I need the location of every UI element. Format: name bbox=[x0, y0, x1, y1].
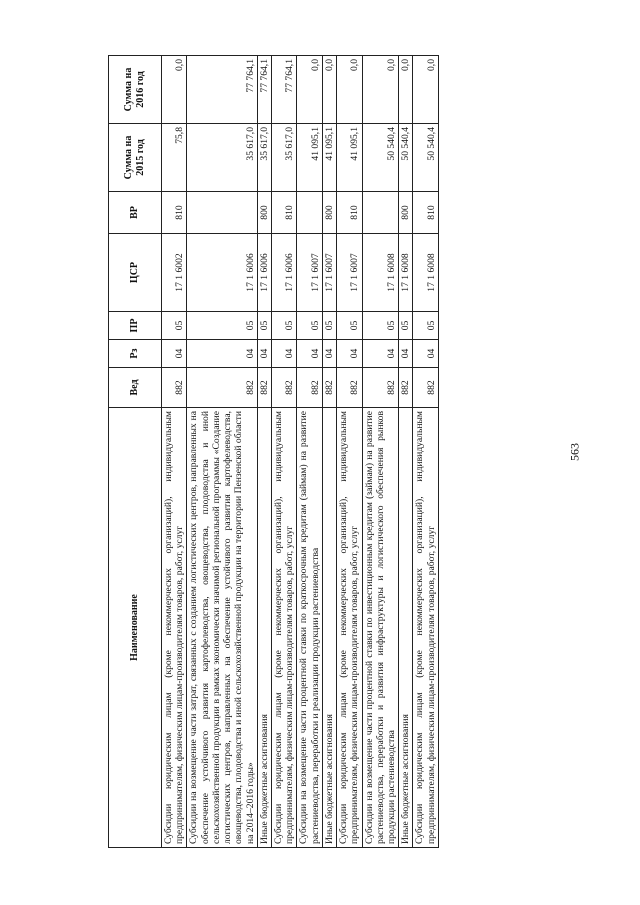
rotated-table-container bbox=[108, 56, 552, 848]
header-ved: Вед bbox=[109, 368, 162, 408]
header-sum-2016: Сумма на 2016 год bbox=[109, 56, 162, 124]
table-row bbox=[337, 56, 362, 848]
row-name: Субсидии юридическим лицам (кроме некоммерческих организаций), индивидуальным предпринимателям, физическим лицам-производителям товаров, работ, услуг bbox=[413, 408, 438, 848]
row-rz: 04 bbox=[257, 340, 271, 368]
row-rz: 04 bbox=[337, 340, 362, 368]
row-csr: 17 1 6007 bbox=[322, 234, 336, 312]
row-sum-2016: 0,0 bbox=[322, 56, 336, 124]
row-sum-2016: 0,0 bbox=[297, 56, 322, 124]
row-pr: 05 bbox=[187, 312, 257, 340]
row-pr: 05 bbox=[257, 312, 271, 340]
row-sum-2015: 35 617,0 bbox=[271, 124, 296, 192]
row-sum-2016: 0,0 bbox=[399, 56, 413, 124]
row-rz: 04 bbox=[271, 340, 296, 368]
row-vr bbox=[187, 192, 257, 234]
row-vr: 800 bbox=[399, 192, 413, 234]
header-sum-2015: Сумма на 2015 год bbox=[109, 124, 162, 192]
row-ved: 882 bbox=[271, 368, 296, 408]
row-vr: 810 bbox=[162, 192, 187, 234]
row-pr: 05 bbox=[162, 312, 187, 340]
row-name: Субсидии на возмещение части затрат, связанных с созданием логистических центров, направленных на обеспечение устойчивого развития картофелеводства, овощеводства, плодоводства и иной сельскохозяйственной продукции в рамках экономически значимой региональной программы «Создание логистических центров, направленных на обеспечение устойчивого развития картофелеводства, овощеводства, плодоводства и иной сельскохозяйственной продукции на территории Пензенской области на 2014–2016 годы» bbox=[187, 408, 257, 848]
row-rz: 04 bbox=[362, 340, 399, 368]
row-pr: 05 bbox=[322, 312, 336, 340]
row-ved: 882 bbox=[413, 368, 438, 408]
row-ved: 882 bbox=[399, 368, 413, 408]
table-row bbox=[271, 56, 296, 848]
row-vr: 800 bbox=[257, 192, 271, 234]
table-row bbox=[297, 56, 322, 848]
row-csr: 17 1 6008 bbox=[399, 234, 413, 312]
row-vr: 810 bbox=[413, 192, 438, 234]
row-vr bbox=[297, 192, 322, 234]
row-rz: 04 bbox=[162, 340, 187, 368]
row-csr: 17 1 6008 bbox=[362, 234, 399, 312]
row-csr: 17 1 6007 bbox=[337, 234, 362, 312]
row-sum-2015: 41 095,1 bbox=[337, 124, 362, 192]
row-sum-2015: 35 617,0 bbox=[257, 124, 271, 192]
row-rz: 04 bbox=[297, 340, 322, 368]
budget-table bbox=[108, 55, 439, 848]
row-ved: 882 bbox=[297, 368, 322, 408]
row-rz: 04 bbox=[413, 340, 438, 368]
row-name: Иные бюджетные ассигнования bbox=[322, 408, 336, 848]
row-pr: 05 bbox=[399, 312, 413, 340]
row-ved: 882 bbox=[187, 368, 257, 408]
table-row bbox=[257, 56, 271, 848]
row-sum-2016: 0,0 bbox=[362, 56, 399, 124]
row-sum-2016: 0,0 bbox=[337, 56, 362, 124]
header-csr: ЦСР bbox=[109, 234, 162, 312]
row-vr: 800 bbox=[322, 192, 336, 234]
header-rz: Рз bbox=[109, 340, 162, 368]
row-csr: 17 1 6006 bbox=[257, 234, 271, 312]
row-pr: 05 bbox=[337, 312, 362, 340]
row-sum-2015: 41 095,1 bbox=[297, 124, 322, 192]
table-row bbox=[399, 56, 413, 848]
row-sum-2015: 75,8 bbox=[162, 124, 187, 192]
row-sum-2016: 0,0 bbox=[413, 56, 438, 124]
row-sum-2015: 50 540,4 bbox=[399, 124, 413, 192]
header-row bbox=[109, 56, 162, 848]
row-sum-2015: 50 540,4 bbox=[362, 124, 399, 192]
row-rz: 04 bbox=[187, 340, 257, 368]
row-csr: 17 1 6007 bbox=[297, 234, 322, 312]
row-csr: 17 1 6008 bbox=[413, 234, 438, 312]
row-pr: 05 bbox=[413, 312, 438, 340]
row-name: Субсидии юридическим лицам (кроме некоммерческих организаций), индивидуальным предпринимателям, физическим лицам-производителям товаров, работ, услуг bbox=[271, 408, 296, 848]
row-ved: 882 bbox=[162, 368, 187, 408]
row-csr: 17 1 6006 bbox=[187, 234, 257, 312]
table-row bbox=[322, 56, 336, 848]
row-ved: 882 bbox=[322, 368, 336, 408]
row-sum-2016: 77 764,1 bbox=[187, 56, 257, 124]
row-pr: 05 bbox=[297, 312, 322, 340]
row-ved: 882 bbox=[362, 368, 399, 408]
row-pr: 05 bbox=[362, 312, 399, 340]
row-sum-2015: 41 095,1 bbox=[322, 124, 336, 192]
row-name: Субсидии на возмещение части процентной ставки по краткосрочным кредитам (займам) на развитие растениеводства, переработки и реализации продукции растениеводства bbox=[297, 408, 322, 848]
row-sum-2016: 0,0 bbox=[162, 56, 187, 124]
row-rz: 04 bbox=[322, 340, 336, 368]
row-vr: 810 bbox=[337, 192, 362, 234]
row-vr bbox=[362, 192, 399, 234]
row-csr: 17 1 6002 bbox=[162, 234, 187, 312]
row-sum-2015: 35 617,0 bbox=[187, 124, 257, 192]
table-row bbox=[162, 56, 187, 848]
header-pr: ПР bbox=[109, 312, 162, 340]
row-ved: 882 bbox=[337, 368, 362, 408]
row-sum-2016: 77 764,1 bbox=[271, 56, 296, 124]
row-vr: 810 bbox=[271, 192, 296, 234]
row-name: Субсидии юридическим лицам (кроме некоммерческих организаций), индивидуальным предпринимателям, физическим лицам-производителям товаров, работ, услуг bbox=[337, 408, 362, 848]
row-rz: 04 bbox=[399, 340, 413, 368]
row-ved: 882 bbox=[257, 368, 271, 408]
table-row bbox=[187, 56, 257, 848]
row-sum-2016: 77 764,1 bbox=[257, 56, 271, 124]
row-name: Субсидии юридическим лицам (кроме некоммерческих организаций), индивидуальным предпринимателям, физическим лицам-производителям товаров, работ, услуг bbox=[162, 408, 187, 848]
table-row bbox=[413, 56, 438, 848]
header-vr: ВР bbox=[109, 192, 162, 234]
page-number: 563 bbox=[567, 443, 582, 461]
row-csr: 17 1 6006 bbox=[271, 234, 296, 312]
table-row bbox=[362, 56, 399, 848]
row-name: Иные бюджетные ассигнования bbox=[399, 408, 413, 848]
row-name: Субсидии на возмещение части процентной ставки по инвестиционным кредитам (займам) на развитие растениеводства, переработки и развития инфраструктуры и логистического обеспечения рынков продукции растениеводства bbox=[362, 408, 399, 848]
row-sum-2015: 50 540,4 bbox=[413, 124, 438, 192]
row-name: Иные бюджетные ассигнования bbox=[257, 408, 271, 848]
row-pr: 05 bbox=[271, 312, 296, 340]
header-name: Наименование bbox=[109, 408, 162, 848]
